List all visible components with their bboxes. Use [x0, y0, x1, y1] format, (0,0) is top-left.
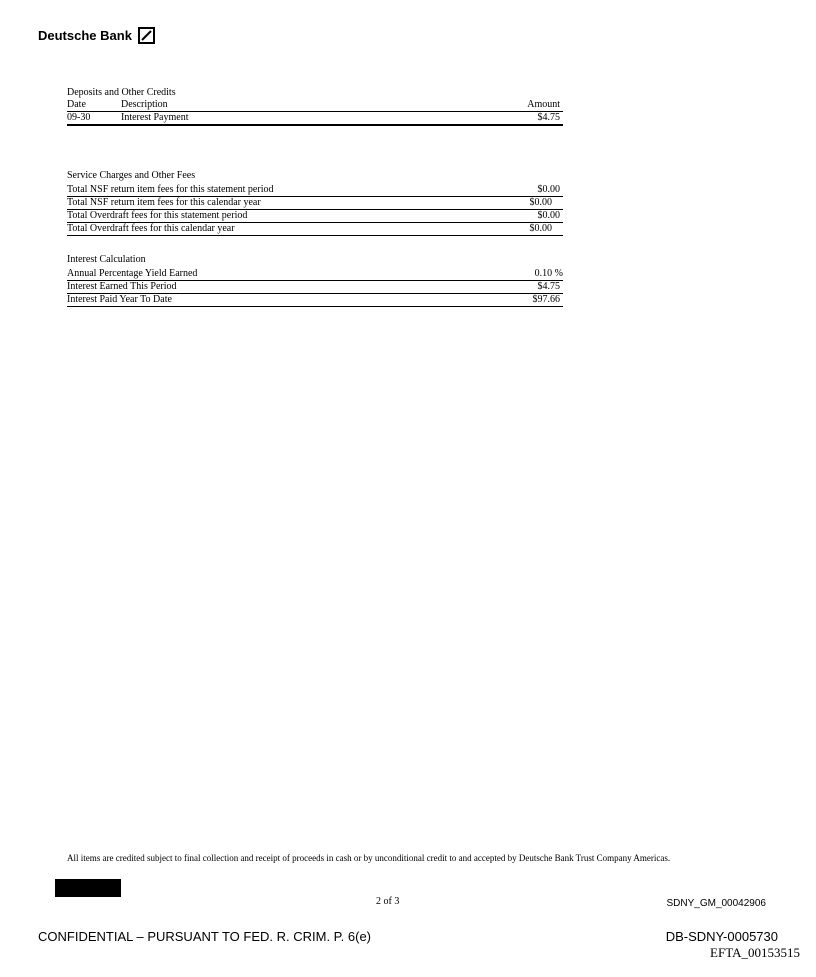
table-row	[67, 197, 563, 210]
table-row	[67, 210, 563, 223]
redaction-block	[55, 879, 121, 897]
table-row	[67, 281, 563, 294]
amount-header: Amount	[527, 99, 560, 110]
interest-amount: 0.10 %	[534, 268, 563, 279]
interest-section	[67, 254, 563, 307]
date-header: Date	[67, 99, 86, 110]
bank-logo	[38, 27, 155, 44]
fee-label: Total NSF return item fees for this calendar year	[67, 197, 261, 208]
table-row	[67, 112, 563, 126]
service-charges-section	[67, 170, 563, 236]
table-row	[67, 294, 563, 307]
table-row	[67, 223, 563, 236]
efta-number: EFTA_00153515	[710, 945, 800, 960]
table-row	[67, 184, 563, 197]
bank-slash-logo-icon	[138, 27, 155, 44]
bates-db-sdny: DB-SDNY-0005730	[665, 929, 778, 944]
fee-label: Total Overdraft fees for this calendar year	[67, 223, 235, 234]
deposit-date: 09-30	[67, 112, 91, 123]
fee-amount: $0.00	[537, 210, 560, 221]
interest-label: Interest Paid Year To Date	[67, 294, 172, 305]
fee-label: Total NSF return item fees for this statement period	[67, 184, 274, 195]
service-charges-title: Service Charges and Other Fees	[67, 170, 196, 181]
interest-label: Annual Percentage Yield Earned	[67, 268, 198, 279]
interest-title: Interest Calculation	[67, 254, 146, 265]
fee-amount: $0.00	[529, 223, 552, 234]
fee-amount: $0.00	[537, 184, 560, 195]
fee-amount: $0.00	[529, 197, 552, 208]
deposit-amount: $4.75	[537, 112, 560, 123]
page-number: 2 of 3	[376, 896, 400, 907]
table-row	[67, 268, 563, 281]
fee-label: Total Overdraft fees for this statement period	[67, 210, 248, 221]
bank-name: Deutsche Bank	[38, 28, 132, 43]
interest-amount: $4.75	[537, 281, 560, 292]
bates-sdny-gm: SDNY_GM_00042906	[666, 898, 766, 909]
collection-disclaimer: All items are credited subject to final collection and receipt of proceeds in cash or by unconditional credit to and accepted by Deutsche Bank Trust Company Americas.	[67, 853, 671, 863]
confidential-notice: CONFIDENTIAL – PURSUANT TO FED. R. CRIM. P. 6(e)	[38, 929, 372, 944]
interest-label: Interest Earned This Period	[67, 281, 177, 292]
deposit-description: Interest Payment	[121, 112, 189, 123]
deposits-section	[67, 87, 563, 126]
interest-amount: $97.66	[532, 294, 560, 305]
deposits-title: Deposits and Other Credits	[67, 87, 176, 98]
deposits-header-row	[67, 99, 563, 112]
description-header: Description	[121, 99, 168, 110]
